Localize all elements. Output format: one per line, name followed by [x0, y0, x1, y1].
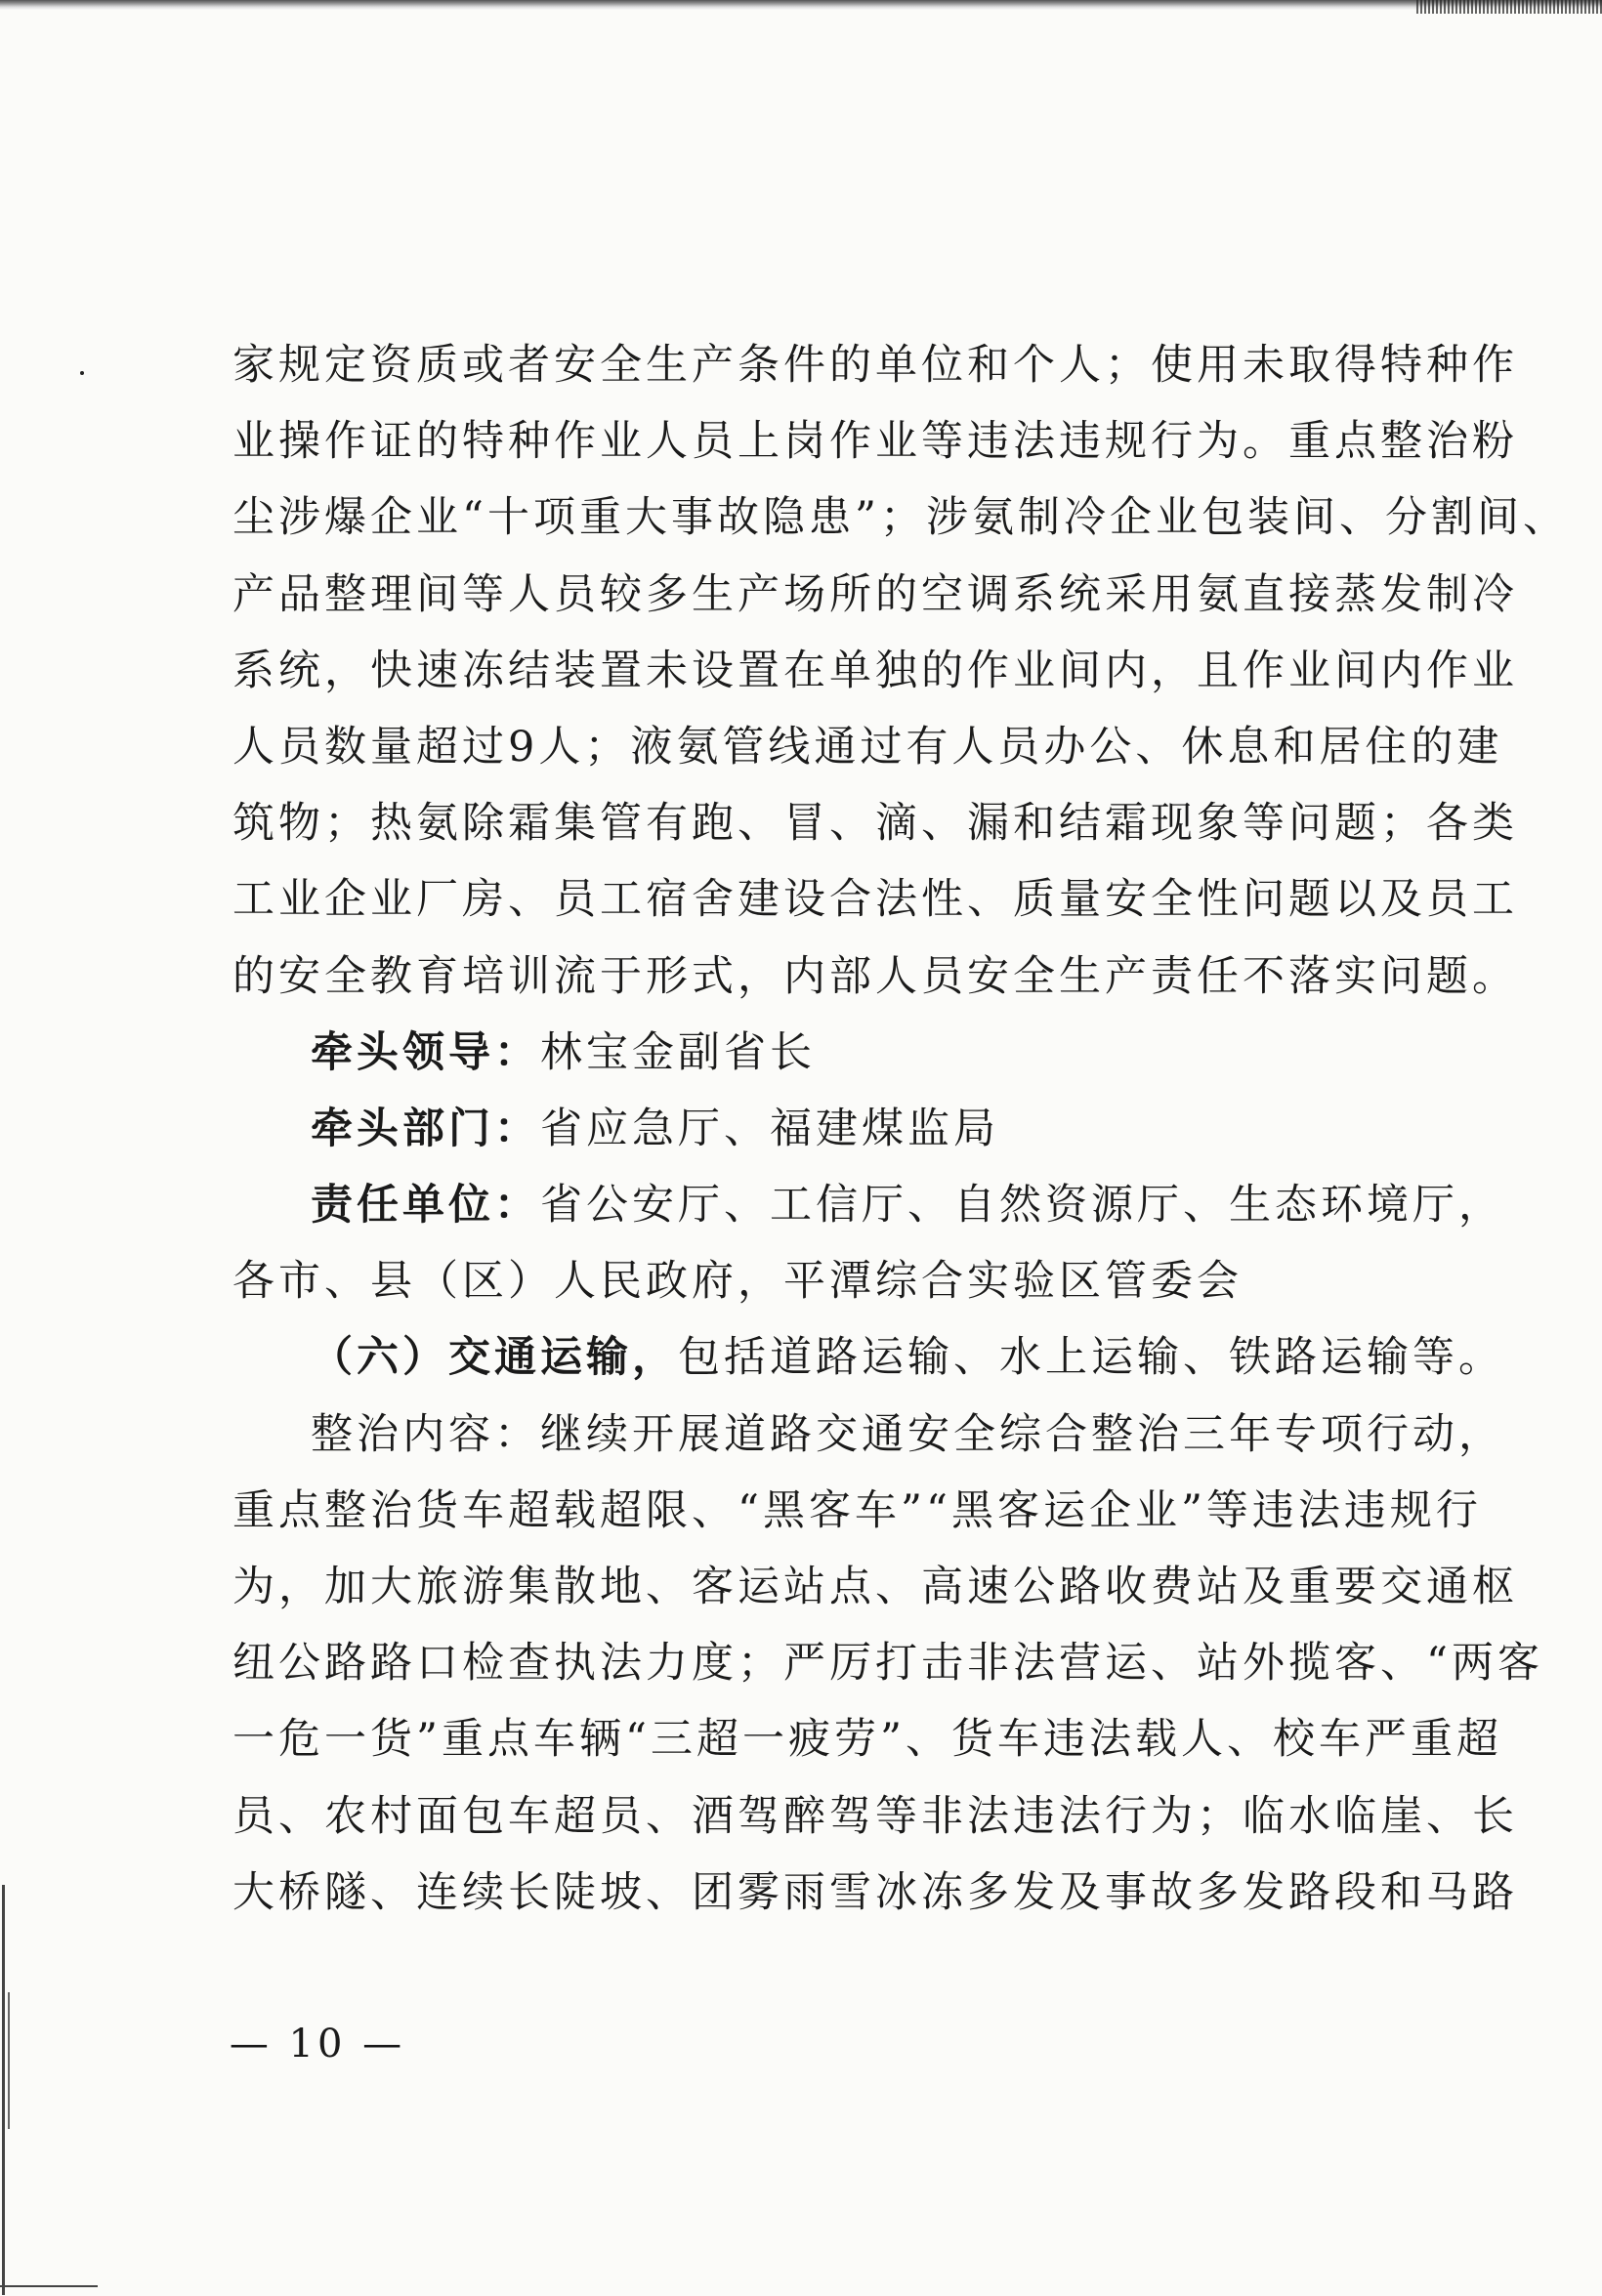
page-number: — 10 —	[229, 2022, 406, 2066]
body-line: 一危一货”重点车辆“三超一疲劳”、货车违法载人、校车严重超	[232, 1715, 1502, 1765]
body-line: 人员数量超过9人；液氨管线通过有人员办公、休息和居住的建	[232, 722, 1503, 772]
body-line: 的安全教育培训流于形式，内部人员安全生产责任不落实问题。	[232, 951, 1518, 1001]
lead-department-label: 牵头部门：	[311, 1104, 540, 1153]
body-line: 员、农村面包车超员、酒驾醉驾等非法违法行为；临水临崖、长	[232, 1791, 1518, 1841]
body-line: 工业企业厂房、员工宿舍建设合法性、质量安全性问题以及员工	[232, 875, 1518, 925]
body-line: 纽公路路口检查执法力度；严厉打击非法营运、站外揽客、“两客	[232, 1639, 1543, 1689]
body-line: 重点整治货车超载超限、“黑客车”“黑客运企业”等违法违规行	[232, 1485, 1482, 1535]
lead-leader-label: 牵头领导：	[311, 1027, 540, 1077]
lead-leader-line	[232, 1015, 1385, 1091]
scan-edge-top-dashes	[1416, 0, 1602, 14]
scan-edge-left	[2, 1885, 5, 2295]
body-line: 为，加大旅游集散地、客运站点、高速公路收费站及重要交通枢	[232, 1563, 1518, 1611]
body-line: 大桥隧、连续长陡坡、团雾雨雪冰冻多发及事故多发路段和马路	[232, 1867, 1518, 1917]
body-line: 家规定资质或者安全生产条件的单位和个人；使用未取得特种作	[232, 341, 1518, 390]
lead-department-line	[232, 1091, 1385, 1167]
section-heading-detail: 包括道路运输、水上运输、铁路运输等。	[678, 1333, 1504, 1383]
document-body	[232, 327, 1569, 1931]
body-line: 产品整理间等人员较多生产场所的空调系统采用氨直接蒸发制冷	[232, 569, 1518, 619]
lead-department-value: 省应急厅、福建煤监局	[540, 1104, 999, 1153]
body-line: 业操作证的特种作业人员上岗作业等违法违规行为。重点整治粉	[232, 417, 1518, 467]
body-line: 筑物；热氨除霜集管有跑、冒、滴、漏和结霜现象等问题；各类	[232, 799, 1518, 849]
responsible-unit-label: 责任单位：	[311, 1181, 540, 1231]
scan-speck	[80, 371, 84, 375]
lead-leader-value: 林宝金副省长	[540, 1027, 816, 1077]
scan-edge-bottom	[0, 2285, 98, 2287]
responsible-unit-line	[232, 1167, 1504, 1243]
body-line: 系统，快速冻结装置未设置在单独的作业间内，且作业间内作业	[232, 646, 1518, 695]
scan-edge-top	[0, 0, 1602, 10]
body-line: 整治内容：继续开展道路交通安全综合整治三年专项行动，	[311, 1409, 1504, 1459]
body-line: 各市、县（区）人民政府，平潭综合实验区管委会	[232, 1257, 1243, 1307]
responsible-unit-value: 省公安厅、工信厅、自然资源厅、生态环境厅，	[540, 1181, 1504, 1231]
body-line: 尘涉爆企业“十项重大事故隐患”；涉氨制冷企业包装间、分割间、	[232, 493, 1569, 543]
section-heading-line	[232, 1319, 1504, 1396]
section-heading: （六）交通运输，	[311, 1333, 678, 1383]
